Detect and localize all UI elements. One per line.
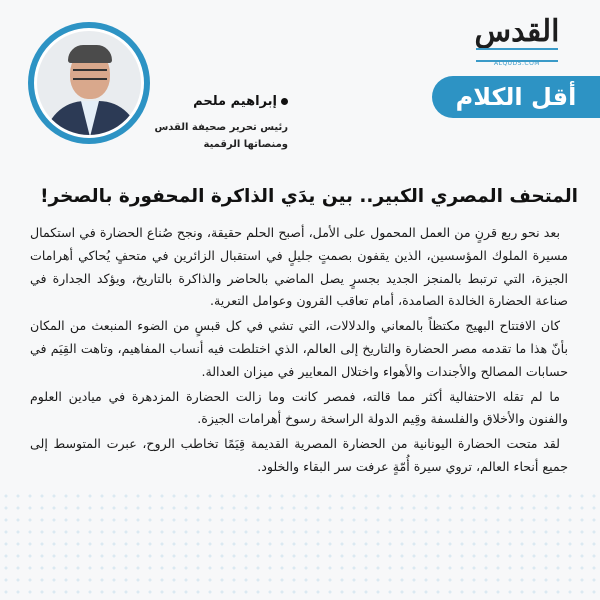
logo-subtitle: ALQUDS.COM: [494, 60, 540, 67]
article-paragraph: كان الافتتاح البهيج مكتظاً بالمعاني والدلالات، التي تشي في كل قبسٍ من الضوء المنبعث من المكان بأنّ هذا ما تقدمه مصر الحضارة والتاريخ إلى العالم، الذي اختلطت فيه أنساب المفاهيم، وتاهت القِيَم في حسابات المصالح والأجندات والأهواء واختلال المعايير في ميزان العدالة.: [30, 318, 568, 379]
decorative-dot-pattern: [0, 490, 600, 600]
author-block: [138, 94, 288, 153]
author-role-line2: ومنصاتها الرقمية: [203, 139, 288, 150]
section-label: أقل الكلام: [432, 76, 600, 118]
article-body: [30, 222, 568, 481]
author-role: [138, 119, 288, 153]
bullet-icon: [281, 98, 288, 105]
logo-wordmark: القدس: [474, 14, 560, 49]
newspaper-logo[interactable]: [456, 12, 578, 67]
author-photo: [34, 28, 144, 138]
article-title: المتحف المصري الكبير.. بين يدَي الذاكرة المحفورة بالصخر!: [40, 186, 578, 207]
author-name: إبراهيم ملحم: [193, 94, 277, 109]
article-paragraph: ما لم تقله الاحتفالية أكثر مما قالته، فمصر كانت وما زالت الحضارة المزدهرة في ميادين العلوم والفنون والأخلاق والفلسفة وقِيم الدولة الراسخة رسوخ أهرامات الجيزة.: [30, 388, 568, 427]
author-photo-frame: [28, 22, 150, 144]
author-role-line1: رئيس تحرير صحيفة القدس: [154, 122, 288, 133]
author-name-line: [138, 94, 288, 109]
article-paragraph: بعد نحو ربع قرنٍ من العمل المحمول على الأمل، أصبح الحلم حقيقة، ونجح صُناع الحضارة في استكمال مسيرة الملوك المؤسسين، الذين يقفون بصمتٍ جليلٍ في استقبال الزائرين في متحفٍ يُحاكي أهرامات الجيزة، التي ترتبط بالمنجز الجديد بجسرٍ يصل الماضي بالحاضر والذاكرة بالتاريخ، ويؤكد الجدارة في صناعة الحضارة الخالدة الصامدة، أمام تعاقب القرون وعوامل التعرية.: [30, 225, 568, 309]
article-paragraph: لقد متحت الحضارة اليونانية من الحضارة المصرية القديمة قِيَمًا تخاطب الروح، عبرت المتوسط إلى جميع أنحاء العالم، تروي سيرة أُمّةٍ عرفت سر البقاء والخلود.: [30, 436, 568, 474]
